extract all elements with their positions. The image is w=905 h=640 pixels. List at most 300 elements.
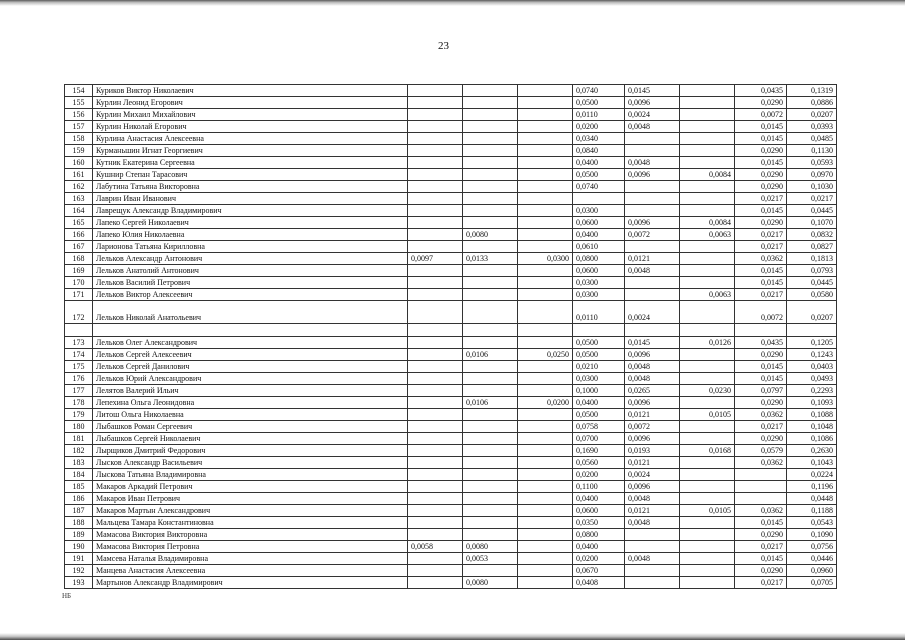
share-value: 0,0145 (735, 157, 787, 169)
share-value: 0,0072 (735, 301, 787, 324)
table-row (65, 349, 837, 361)
share-value: 0,0096 (625, 433, 680, 445)
share-value (518, 481, 573, 493)
share-value: 0,0362 (735, 409, 787, 421)
owner-name: Кушнир Степан Тарасович (93, 169, 408, 181)
share-value: 0,0300 (573, 205, 625, 217)
share-value (680, 109, 735, 121)
share-value: 0,0200 (573, 121, 625, 133)
share-value (463, 121, 518, 133)
share-value (408, 193, 463, 205)
table-row (65, 121, 837, 133)
row-number: 192 (65, 565, 93, 577)
row-number: 191 (65, 553, 93, 565)
share-value (408, 373, 463, 385)
share-value: 0,0048 (625, 493, 680, 505)
share-value (625, 193, 680, 205)
share-value: 0,0230 (680, 385, 735, 397)
owner-name: Курлина Анастасия Алексеевна (93, 133, 408, 145)
table-row (65, 324, 837, 337)
share-value: 0,0217 (735, 193, 787, 205)
share-value (518, 553, 573, 565)
row-number: 167 (65, 241, 93, 253)
owner-name: Лыскова Татьяна Владимировна (93, 469, 408, 481)
share-value: 0,0210 (573, 361, 625, 373)
share-value (463, 301, 518, 324)
owner-name: Кутник Екатерина Сергеевна (93, 157, 408, 169)
share-value (735, 469, 787, 481)
share-value: 0,0290 (735, 217, 787, 229)
share-value: 0,0105 (680, 505, 735, 517)
share-value (518, 133, 573, 145)
share-value: 0,0217 (735, 577, 787, 589)
share-value: 0,0740 (573, 85, 625, 97)
share-value: 0,0024 (625, 301, 680, 324)
share-value: 0,0096 (625, 97, 680, 109)
share-value (408, 505, 463, 517)
share-value (625, 241, 680, 253)
share-value: 0,0217 (735, 421, 787, 433)
share-value: 0,0024 (625, 469, 680, 481)
row-number: 179 (65, 409, 93, 421)
share-value (518, 241, 573, 253)
share-value (408, 121, 463, 133)
share-value: 0,0400 (573, 229, 625, 241)
share-table (64, 84, 837, 589)
share-value (680, 373, 735, 385)
share-value: 0,0832 (787, 229, 837, 241)
share-value (463, 421, 518, 433)
share-value (518, 85, 573, 97)
owner-name (93, 324, 408, 337)
share-value: 0,2293 (787, 385, 837, 397)
share-value: 0,0705 (787, 577, 837, 589)
share-value (680, 481, 735, 493)
share-value: 0,0084 (680, 217, 735, 229)
row-number: 177 (65, 385, 93, 397)
share-value (408, 133, 463, 145)
owner-name: Мартынов Александр Владимирович (93, 577, 408, 589)
share-value: 0,0145 (735, 265, 787, 277)
share-value (408, 277, 463, 289)
share-value: 0,0058 (408, 541, 463, 553)
share-value (518, 109, 573, 121)
share-value: 0,0106 (463, 397, 518, 409)
share-value (463, 361, 518, 373)
row-number: 183 (65, 457, 93, 469)
table-row (65, 397, 837, 409)
owner-name: Литош Ольга Николаевна (93, 409, 408, 421)
share-value (518, 505, 573, 517)
share-value: 0,1088 (787, 409, 837, 421)
table-row (65, 361, 837, 373)
owner-name: Курлин Николай Егорович (93, 121, 408, 133)
share-value: 0,0048 (625, 373, 680, 385)
row-number: 157 (65, 121, 93, 133)
share-value (518, 205, 573, 217)
share-value (408, 397, 463, 409)
share-value: 0,0217 (735, 241, 787, 253)
share-value (408, 85, 463, 97)
share-value (408, 529, 463, 541)
share-value (680, 265, 735, 277)
row-number: 182 (65, 445, 93, 457)
row-number (65, 324, 93, 337)
owner-name: Лельков Василий Петрович (93, 277, 408, 289)
owner-name: Лелятов Валерий Ильич (93, 385, 408, 397)
share-value: 0,0290 (735, 397, 787, 409)
share-value: 0,0300 (573, 289, 625, 301)
share-value: 0,0593 (787, 157, 837, 169)
share-value (408, 337, 463, 349)
share-value: 0,0400 (573, 157, 625, 169)
owner-name: Лаврин Иван Иванович (93, 193, 408, 205)
share-value (680, 493, 735, 505)
share-value: 0,1100 (573, 481, 625, 493)
share-value: 0,0053 (463, 553, 518, 565)
share-value: 0,0435 (735, 337, 787, 349)
share-value (518, 229, 573, 241)
share-value: 0,1086 (787, 433, 837, 445)
share-value: 0,0048 (625, 157, 680, 169)
share-value: 0,0290 (735, 169, 787, 181)
table-row (65, 193, 837, 205)
owner-name: Ларионова Татьяна Кирилловна (93, 241, 408, 253)
share-value (408, 421, 463, 433)
share-value (463, 337, 518, 349)
share-value: 0,0200 (518, 397, 573, 409)
share-value: 0,0500 (573, 337, 625, 349)
share-value (408, 229, 463, 241)
share-value: 0,0800 (573, 253, 625, 265)
table-row (65, 565, 837, 577)
share-value: 0,0797 (735, 385, 787, 397)
owner-name: Мамсева Наталья Владимировна (93, 553, 408, 565)
share-value (463, 469, 518, 481)
share-value (408, 493, 463, 505)
share-value: 0,0096 (625, 169, 680, 181)
share-value: 0,0800 (573, 529, 625, 541)
share-value (625, 133, 680, 145)
table-row (65, 433, 837, 445)
share-value: 0,0700 (573, 433, 625, 445)
share-value (518, 277, 573, 289)
share-value: 0,0207 (787, 109, 837, 121)
share-value: 0,0300 (573, 373, 625, 385)
owner-name: Лельков Анатолий Антонович (93, 265, 408, 277)
share-value: 0,0300 (518, 253, 573, 265)
share-value (408, 481, 463, 493)
table-row (65, 169, 837, 181)
table-row (65, 457, 837, 469)
share-value (680, 553, 735, 565)
share-value: 0,0265 (625, 385, 680, 397)
share-value: 0,0224 (787, 469, 837, 481)
share-value: 0,0048 (625, 265, 680, 277)
share-value: 0,0110 (573, 301, 625, 324)
row-number: 162 (65, 181, 93, 193)
share-value: 0,0072 (625, 229, 680, 241)
share-value: 0,0500 (573, 349, 625, 361)
share-value: 0,0403 (787, 361, 837, 373)
owner-name: Курманьшин Игнат Георгиевич (93, 145, 408, 157)
share-value: 0,1690 (573, 445, 625, 457)
share-value: 0,0126 (680, 337, 735, 349)
share-value (680, 349, 735, 361)
row-number: 154 (65, 85, 93, 97)
share-value: 0,0097 (408, 253, 463, 265)
table-row (65, 97, 837, 109)
share-value: 0,0886 (787, 97, 837, 109)
share-value: 0,1043 (787, 457, 837, 469)
share-value: 0,0193 (625, 445, 680, 457)
share-value: 0,0080 (463, 229, 518, 241)
owner-name: Лельков Юрий Александрович (93, 373, 408, 385)
share-value: 0,0217 (735, 289, 787, 301)
share-value: 0,0610 (573, 241, 625, 253)
share-value (518, 373, 573, 385)
share-value (408, 565, 463, 577)
share-value: 0,0063 (680, 289, 735, 301)
share-value (463, 433, 518, 445)
share-value: 0,0024 (625, 109, 680, 121)
share-value (680, 301, 735, 324)
share-value: 0,2630 (787, 445, 837, 457)
share-value (463, 217, 518, 229)
share-value (408, 385, 463, 397)
share-value (625, 324, 680, 337)
share-value (518, 301, 573, 324)
table-row (65, 217, 837, 229)
share-value (518, 541, 573, 553)
share-value (518, 577, 573, 589)
share-value (518, 217, 573, 229)
share-value: 0,0970 (787, 169, 837, 181)
table-row (65, 529, 837, 541)
share-value (408, 109, 463, 121)
share-value: 0,0840 (573, 145, 625, 157)
share-value: 0,1093 (787, 397, 837, 409)
share-value (408, 349, 463, 361)
share-value: 0,0290 (735, 433, 787, 445)
table-row (65, 229, 837, 241)
share-value (463, 205, 518, 217)
share-value: 0,0145 (735, 361, 787, 373)
share-value: 0,0670 (573, 565, 625, 577)
table-row (65, 517, 837, 529)
share-value (408, 181, 463, 193)
table-row (65, 157, 837, 169)
owner-name: Куриков Виктор Николаевич (93, 85, 408, 97)
table-row (65, 493, 837, 505)
share-value: 0,0408 (573, 577, 625, 589)
owner-name: Лыбашков Роман Сергеевич (93, 421, 408, 433)
row-number: 155 (65, 97, 93, 109)
row-number: 187 (65, 505, 93, 517)
row-number: 171 (65, 289, 93, 301)
share-value: 0,0217 (735, 541, 787, 553)
share-value (408, 241, 463, 253)
share-value: 0,0435 (735, 85, 787, 97)
share-value: 0,0580 (787, 289, 837, 301)
share-value (463, 529, 518, 541)
share-value: 0,0145 (735, 373, 787, 385)
share-value: 0,1090 (787, 529, 837, 541)
share-value (408, 157, 463, 169)
share-value: 0,0121 (625, 409, 680, 421)
share-value: 0,1196 (787, 481, 837, 493)
share-value: 0,0500 (573, 97, 625, 109)
share-value: 0,0290 (735, 145, 787, 157)
share-value (408, 217, 463, 229)
share-value: 0,0096 (625, 217, 680, 229)
share-value: 0,0048 (625, 517, 680, 529)
share-value (680, 253, 735, 265)
share-value (463, 169, 518, 181)
share-value: 0,0362 (735, 505, 787, 517)
owner-name: Лельков Сергей Данилович (93, 361, 408, 373)
share-value: 0,0362 (735, 457, 787, 469)
share-value: 0,0756 (787, 541, 837, 553)
share-value: 0,1130 (787, 145, 837, 157)
share-value (625, 181, 680, 193)
share-value (518, 445, 573, 457)
share-value (573, 324, 625, 337)
share-value (463, 457, 518, 469)
share-value: 0,0121 (625, 457, 680, 469)
share-value: 0,0400 (573, 397, 625, 409)
share-value (518, 529, 573, 541)
share-value: 0,0485 (787, 133, 837, 145)
table-row (65, 145, 837, 157)
share-value (408, 469, 463, 481)
table-row (65, 109, 837, 121)
share-value (463, 409, 518, 421)
share-value: 0,0579 (735, 445, 787, 457)
share-value (680, 469, 735, 481)
share-value (408, 457, 463, 469)
share-value (518, 493, 573, 505)
share-value (680, 241, 735, 253)
share-value (518, 193, 573, 205)
share-value: 0,0080 (463, 541, 518, 553)
share-value (463, 493, 518, 505)
share-value: 0,1205 (787, 337, 837, 349)
share-value (518, 337, 573, 349)
share-value (463, 85, 518, 97)
share-value: 0,0110 (573, 109, 625, 121)
owner-name: Лельков Сергей Алексеевич (93, 349, 408, 361)
share-value (408, 517, 463, 529)
table-row (65, 277, 837, 289)
share-value: 0,0250 (518, 349, 573, 361)
owner-name: Мамасова Виктория Викторовна (93, 529, 408, 541)
share-value: 0,0543 (787, 517, 837, 529)
share-value: 0,0048 (625, 121, 680, 133)
share-value: 0,0105 (680, 409, 735, 421)
share-value: 0,0145 (625, 337, 680, 349)
share-value (408, 577, 463, 589)
table-row (65, 373, 837, 385)
share-value: 0,0340 (573, 133, 625, 145)
share-value (680, 133, 735, 145)
share-value: 0,0200 (573, 553, 625, 565)
share-value: 0,1319 (787, 85, 837, 97)
share-value: 0,0106 (463, 349, 518, 361)
share-value: 0,0493 (787, 373, 837, 385)
share-value: 0,0121 (625, 505, 680, 517)
row-number: 175 (65, 361, 93, 373)
share-value (463, 181, 518, 193)
share-value (625, 529, 680, 541)
owner-name: Макаров Аркадий Петрович (93, 481, 408, 493)
row-number: 168 (65, 253, 93, 265)
share-value (625, 205, 680, 217)
share-value (680, 457, 735, 469)
share-value: 0,0560 (573, 457, 625, 469)
row-number: 173 (65, 337, 93, 349)
table-row (65, 385, 837, 397)
share-value (518, 265, 573, 277)
row-number: 169 (65, 265, 93, 277)
table-row (65, 301, 837, 324)
table-row (65, 445, 837, 457)
share-value: 0,0290 (735, 181, 787, 193)
share-value (463, 109, 518, 121)
row-number: 161 (65, 169, 93, 181)
share-value: 0,0445 (787, 205, 837, 217)
share-value: 0,1813 (787, 253, 837, 265)
share-value (408, 169, 463, 181)
share-value: 0,0096 (625, 481, 680, 493)
share-value (408, 445, 463, 457)
scan-edge-bottom (0, 633, 905, 640)
share-value: 0,0290 (735, 97, 787, 109)
share-value (518, 457, 573, 469)
share-value (408, 145, 463, 157)
share-value (735, 481, 787, 493)
share-value (463, 373, 518, 385)
table-row (65, 289, 837, 301)
share-value (463, 517, 518, 529)
share-value (680, 205, 735, 217)
row-number: 165 (65, 217, 93, 229)
share-value: 0,0096 (625, 397, 680, 409)
share-value (680, 145, 735, 157)
row-number: 185 (65, 481, 93, 493)
share-value (735, 324, 787, 337)
share-value: 0,0393 (787, 121, 837, 133)
share-value: 0,0290 (735, 565, 787, 577)
share-value (463, 157, 518, 169)
share-value: 0,0217 (735, 229, 787, 241)
share-value (518, 289, 573, 301)
share-value: 0,1030 (787, 181, 837, 193)
share-value (680, 193, 735, 205)
share-value (680, 157, 735, 169)
row-number: 184 (65, 469, 93, 481)
owner-name: Лыбашков Сергей Николаевич (93, 433, 408, 445)
share-value (463, 241, 518, 253)
share-value (680, 565, 735, 577)
share-value: 0,0145 (735, 517, 787, 529)
share-value (518, 433, 573, 445)
share-value: 0,0217 (787, 193, 837, 205)
table-row (65, 553, 837, 565)
share-value (680, 181, 735, 193)
share-value (518, 385, 573, 397)
share-value: 0,0121 (625, 253, 680, 265)
